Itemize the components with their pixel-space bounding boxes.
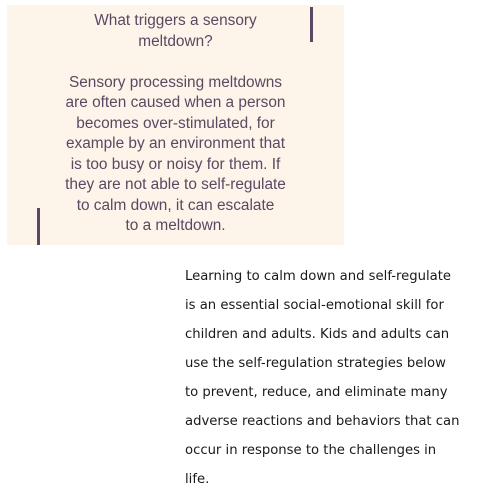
paragraph-line: use the self-regulation strategies below: [185, 356, 446, 371]
callout-body-line: to a meltdown.: [125, 217, 226, 234]
accent-bar-top: [310, 7, 313, 42]
info-callout-box: [7, 5, 344, 245]
callout-heading-line: What triggers a sensory: [94, 12, 257, 29]
paragraph-line: adverse reactions and behaviors that can: [185, 414, 460, 429]
callout-body-line: they are not able to self-regulate: [65, 176, 286, 193]
paragraph-line: to prevent, reduce, and eliminate many: [185, 385, 448, 400]
callout-text: [7, 11, 344, 237]
callout-body-line: becomes over-stimulated, for: [76, 114, 275, 132]
callout-body-line: Sensory processing meltdowns: [68, 73, 282, 91]
body-paragraph: [185, 262, 485, 494]
callout-spacer: [7, 52, 344, 73]
callout-body-line: are often caused when a person: [65, 94, 286, 111]
paragraph-line: occur in response to the challenges in: [185, 443, 437, 458]
accent-bar-bottom: [37, 208, 40, 245]
paragraph-line: Learning to calm down and self-regulate: [185, 269, 452, 284]
callout-body-line: example by an environment that: [65, 135, 286, 152]
paragraph-line: children and adults. Kids and adults can: [185, 327, 450, 342]
callout-body-line: is too busy or noisy for them. If: [70, 155, 281, 173]
callout-body-line: to calm down, it can escalate: [76, 196, 275, 214]
callout-heading-line: meltdown?: [138, 32, 213, 50]
paragraph-line: is an essential social-emotional skill for: [185, 298, 444, 313]
paragraph-line: life.: [185, 472, 210, 487]
